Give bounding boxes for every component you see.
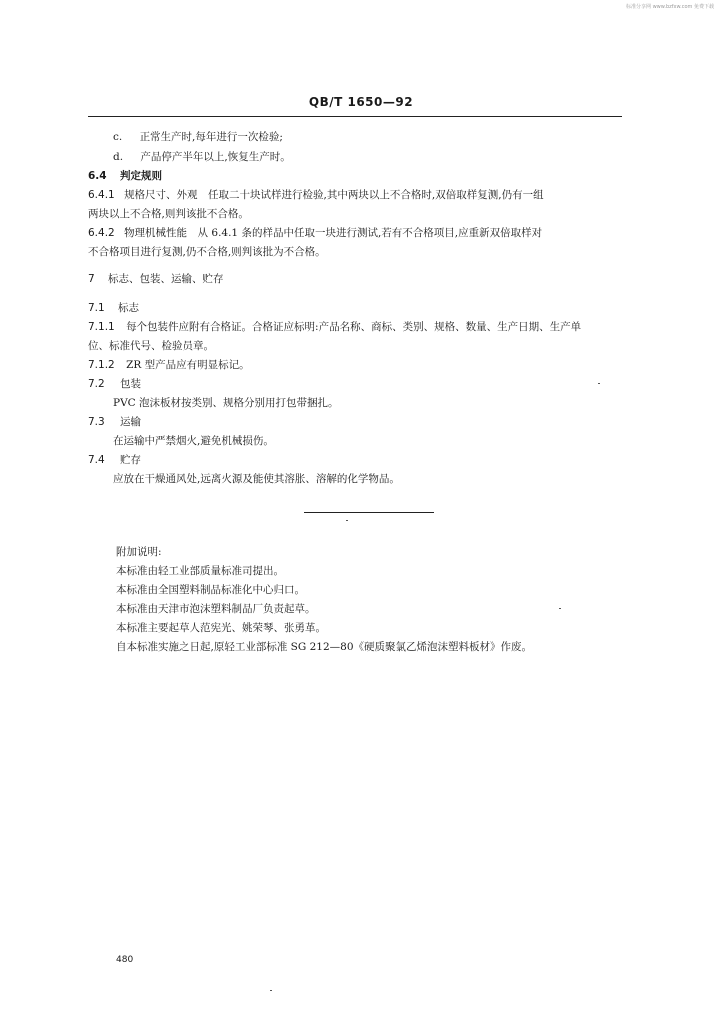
watermark: 标准分享网 www.bzfxw.com 免费下载 [626,4,714,10]
section-7-3-text: 在运输中严禁烟火,避免机械损伤。 [113,435,274,447]
list-text: 正常生产时,每年进行一次检验; [139,131,283,143]
section-7-2-text: PVC 泡沫板材按类别、规格分别用打包带捆扎。 [113,397,339,409]
scan-speck [598,383,600,384]
section-number: 7.1 [88,302,105,314]
clause-number: 6.4.2 [88,227,115,239]
section-title: 标志 [118,302,140,314]
clause-7-1-2 [88,359,250,372]
section-7-heading [88,273,224,286]
section-number: 7.2 [88,378,105,390]
notes-title: 附加说明: [116,546,162,558]
section-number: 7.4 [88,454,105,466]
clause-number: 6.4.1 [88,189,115,201]
notes-line: 本标准由轻工业部质量标准司提出。 [116,565,284,577]
notes-line: 自本标准实施之日起,原轻工业部标准 SG 212—80《硬质聚氯乙烯泡沫塑料板材》作废。 [116,641,532,653]
scan-speck [559,608,561,609]
section-6-4-heading [88,170,162,183]
section-title: 贮存 [120,454,142,466]
clause-6-4-2-line1 [88,227,542,240]
end-of-text-rule [304,512,434,513]
list-item-c [113,131,283,144]
list-label: d. [113,151,124,163]
section-title: 判定规则 [119,170,162,182]
section-number: 7.3 [88,416,105,428]
section-title: 标志、包装、运输、贮存 [108,273,224,285]
section-title: 运输 [120,416,142,428]
section-7-1-heading [88,302,139,315]
notes-line: 本标准由天津市泡沫塑料制品厂负责起草。 [116,603,316,615]
list-item-d [113,151,291,164]
notes-line: 本标准由全国塑料制品标准化中心归口。 [116,584,305,596]
section-number: 7 [88,273,95,285]
section-number: 6.4 [88,170,107,182]
section-7-4-heading [88,454,141,467]
clause-7-1-1-line2: 位、标准代号、检验员章。 [88,340,214,352]
clause-6-4-1-line1 [88,189,544,202]
list-text: 产品停产半年以上,恢复生产时。 [140,151,291,163]
clause-text: 物理机械性能 从 6.4.1 条的样品中任取一块进行测试,若有不合格项目,应重新双倍取样对 [124,227,543,239]
clause-6-4-2-line2: 不合格项目进行复测,仍不合格,则判该批为不合格。 [88,246,326,258]
header-rule [88,116,622,117]
clause-7-1-1-line1 [88,321,581,334]
clause-text: 规格尺寸、外观 任取二十块试样进行检验,其中两块以上不合格时,双倍取样复测,仍有一组 [124,189,544,201]
notes-line: 本标准主要起草人范宪光、姚荣琴、张勇革。 [116,622,326,634]
page-number: 480 [116,955,134,965]
scan-speck [270,990,272,991]
standard-code-header: QB/T 1650—92 [308,95,414,109]
clause-6-4-1-line2: 两块以上不合格,则判该批不合格。 [88,208,249,220]
section-7-3-heading [88,416,141,429]
list-label: c. [113,131,123,143]
section-title: 包装 [120,378,142,390]
clause-text: ZR 型产品应有明显标记。 [126,359,250,371]
section-7-4-text: 应放在干燥通风处,远离火源及能使其溶胀、溶解的化学物品。 [113,473,400,485]
section-7-2-heading [88,378,141,391]
clause-number: 7.1.1 [88,321,115,333]
clause-text: 每个包装件应附有合格证。合格证应标明:产品名称、商标、类别、规格、数量、生产日期、生产单 [126,321,582,333]
scan-speck [346,520,348,521]
clause-number: 7.1.2 [88,359,115,371]
